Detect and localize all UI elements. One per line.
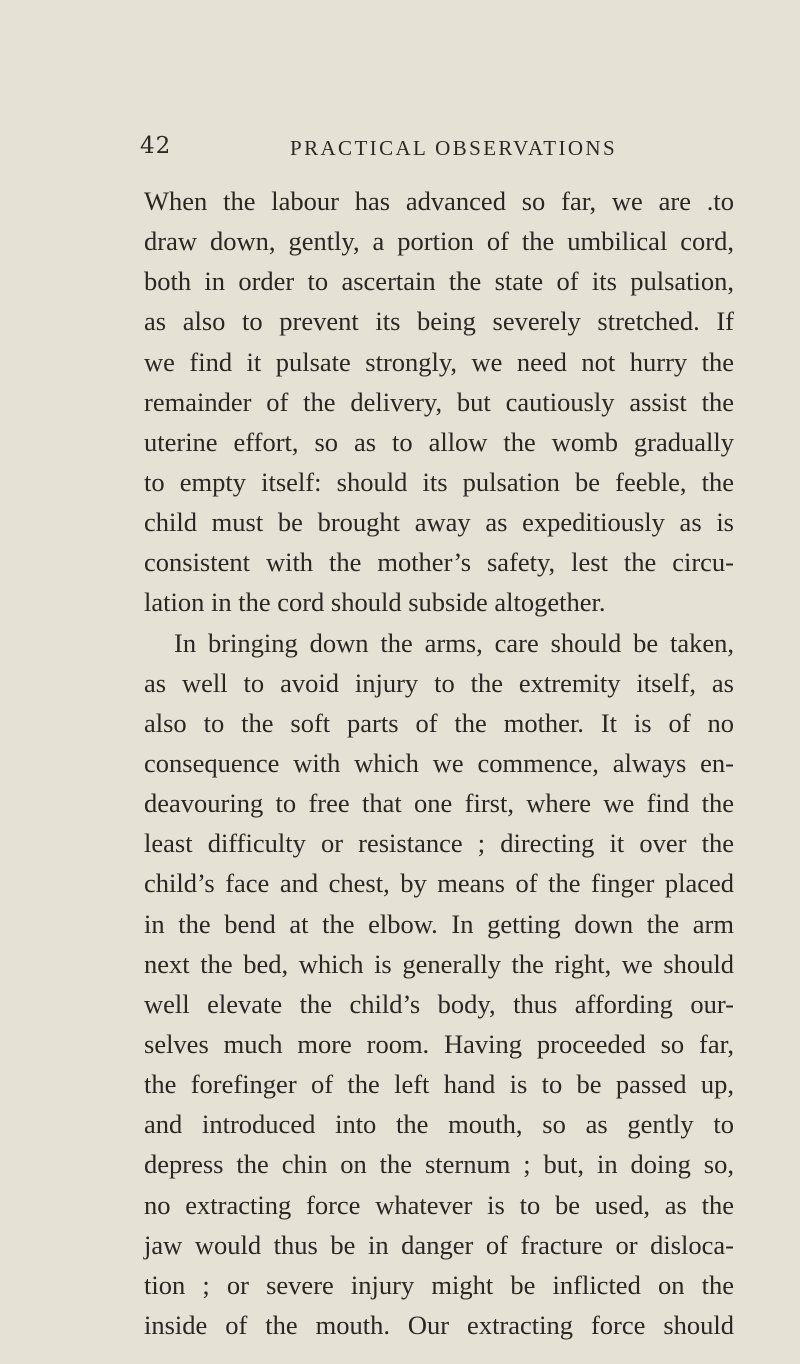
page-number: 42	[140, 133, 172, 159]
text-line: and introduced into the mouth, so as gently to	[144, 1109, 734, 1140]
text-line: remainder of the delivery, but cautiously assist the	[144, 386, 734, 417]
text-line: well elevate the child’s body, thus affording our-	[144, 988, 734, 1019]
text-line: depress the chin on the sternum ; but, in doing so,	[144, 1149, 734, 1180]
text-line: jaw would thus be in danger of fracture or disloca-	[144, 1229, 734, 1260]
body-text	[144, 181, 734, 1345]
text-line: child must be brought away as expeditiously as is	[144, 507, 734, 538]
text-line: next the bed, which is generally the right, we should	[144, 948, 734, 979]
text-line: lation in the cord should subside altogether.	[144, 587, 606, 618]
running-head: PRACTICAL OBSERVATIONS	[290, 136, 618, 160]
text-line: selves much more room. Having proceeded so far,	[144, 1028, 734, 1059]
text-line: in the bend at the elbow. In getting down the arm	[144, 908, 734, 939]
text-line: the forefinger of the left hand is to be passed up,	[144, 1069, 734, 1100]
text-line: When the labour has advanced so far, we are .to	[144, 186, 734, 216]
text-line: we find it pulsate strongly, we need not hurry the	[144, 346, 734, 377]
text-line: also to the soft parts of the mother. It is of no	[144, 707, 734, 738]
page-header	[140, 133, 740, 163]
text-line: tion ; or severe injury might be inflicted on the	[144, 1269, 734, 1300]
text-line: deavouring to free that one first, where we find the	[144, 788, 734, 819]
text-line: uterine effort, so as to allow the womb gradually	[144, 426, 734, 457]
text-line: to empty itself: should its pulsation be feeble, the	[144, 466, 734, 497]
text-line: child’s face and chest, by means of the finger placed	[144, 868, 734, 899]
text-line: In bringing down the arms, care should be taken,	[174, 627, 734, 658]
text-line: draw down, gently, a portion of the umbilical cord,	[144, 226, 734, 257]
text-line: least difficulty or resistance ; directing it over the	[144, 828, 734, 859]
text-line: as well to avoid injury to the extremity itself, as	[144, 667, 734, 698]
text-line: consistent with the mother’s safety, lest the circu-	[144, 547, 734, 578]
text-line: both in order to ascertain the state of its pulsation,	[144, 266, 734, 297]
text-line: as also to prevent its being severely stretched. If	[144, 306, 734, 337]
text-line: no extracting force whatever is to be used, as the	[144, 1189, 734, 1220]
text-line: consequence with which we commence, always en-	[144, 747, 734, 778]
text-line: inside of the mouth. Our extracting force should	[144, 1309, 734, 1340]
